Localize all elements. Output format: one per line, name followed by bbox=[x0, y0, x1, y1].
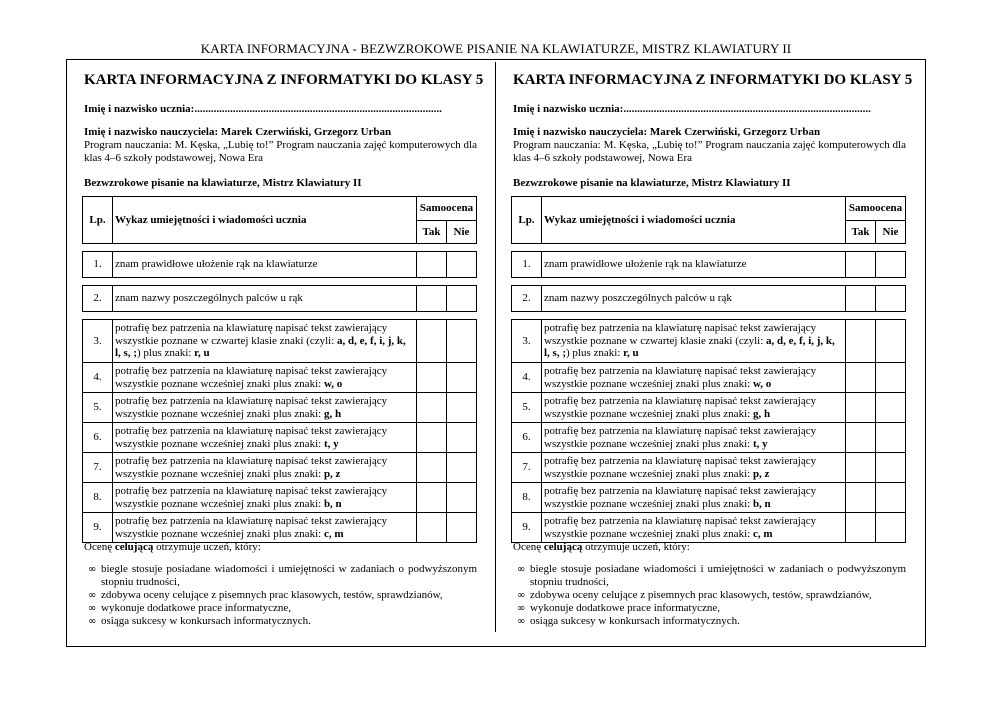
table-spacer bbox=[512, 244, 906, 252]
skill-text bbox=[113, 483, 417, 513]
criterion-text: biegle stosuje posiadane wiadomości i umiejętności w zadaniach o podwyższonym stopniu trudności, bbox=[101, 563, 477, 588]
no-checkbox-cell[interactable] bbox=[447, 423, 477, 453]
no-checkbox-cell[interactable] bbox=[876, 483, 906, 513]
grade-intro bbox=[513, 541, 690, 553]
student-name-dots: .......................................................................................... bbox=[194, 103, 442, 115]
grade-prefix: Ocenę bbox=[513, 541, 544, 553]
page-header: KARTA INFORMACYJNA - BEZWZROKOWE PISANIE NA KLAWIATURZE, MISTRZ KLAWIATURY II bbox=[200, 41, 792, 56]
row-number: 8. bbox=[512, 483, 542, 513]
program-info: Program nauczania: M. Kęska, „Lubię to!” Program nauczania zajęć komputerowych dla klas 4–6 szkoły podstawowej, Nowa Era bbox=[84, 139, 477, 164]
grade-name: celującą bbox=[114, 541, 154, 553]
no-checkbox-cell[interactable] bbox=[447, 286, 477, 312]
table-row bbox=[512, 453, 906, 483]
no-checkbox-cell[interactable] bbox=[876, 286, 906, 312]
row-number: 3. bbox=[512, 320, 542, 363]
teacher-name: Imię i nazwisko nauczyciela: Marek Czerwiński, Grzegorz Urban bbox=[513, 126, 821, 138]
yes-checkbox-cell[interactable] bbox=[417, 252, 447, 278]
criterion-text: biegle stosuje posiadane wiadomości i umiejętności w zadaniach o podwyższonym stopniu trudności, bbox=[530, 563, 906, 588]
header-yes: Tak bbox=[417, 221, 447, 244]
table-row bbox=[512, 423, 906, 453]
header-skills: Wykaz umiejętności i wiadomości ucznia bbox=[113, 197, 417, 244]
skill-text: znam prawidłowe ułożenie rąk na klawiaturze bbox=[113, 252, 417, 278]
table-row bbox=[83, 252, 477, 278]
row-number: 1. bbox=[512, 252, 542, 278]
row-number: 2. bbox=[83, 286, 113, 312]
skill-text-part: potrafię bez patrzenia na klawiaturę napisać tekst zawierający wszystkie poznane wcześniej znaki plus znaki: bbox=[115, 395, 388, 420]
skill-text bbox=[542, 483, 846, 513]
header-self-assessment: Samoocena bbox=[846, 197, 906, 221]
row-number: 2. bbox=[512, 286, 542, 312]
no-checkbox-cell[interactable] bbox=[876, 513, 906, 543]
criterion-text: wykonuje dodatkowe prace informatyczne, bbox=[530, 602, 720, 614]
no-checkbox-cell[interactable] bbox=[447, 453, 477, 483]
yes-checkbox-cell[interactable] bbox=[846, 320, 876, 363]
skill-text bbox=[113, 513, 417, 543]
table-row bbox=[83, 393, 477, 423]
criterion-text: zdobywa oceny celujące z pisemnych prac klasowych, testów, sprawdzianów, bbox=[530, 589, 872, 601]
skill-text-part: potrafię bez patrzenia na klawiaturę napisać tekst zawierający wszystkie poznane wcześniej znaki plus znaki: bbox=[544, 515, 817, 540]
row-number: 9. bbox=[512, 513, 542, 543]
table-row bbox=[83, 513, 477, 543]
table-row bbox=[512, 363, 906, 393]
skill-text bbox=[542, 393, 846, 423]
grade-suffix: otrzymuje uczeń, który: bbox=[582, 541, 690, 553]
criteria-list bbox=[513, 563, 906, 628]
criterion-text: osiąga sukcesy w konkursach informatycznych. bbox=[530, 615, 740, 627]
row-number: 4. bbox=[83, 363, 113, 393]
student-name-field bbox=[513, 103, 871, 116]
header-lp: Lp. bbox=[512, 197, 542, 244]
no-checkbox-cell[interactable] bbox=[876, 393, 906, 423]
skill-text-part: potrafię bez patrzenia na klawiaturę napisać tekst zawierający wszystkie poznane wcześniej znaki plus znaki: bbox=[544, 365, 817, 390]
skill-text-part: potrafię bez patrzenia na klawiaturę napisać tekst zawierający wszystkie poznane wcześniej znaki plus znaki: bbox=[115, 365, 388, 390]
header-yes: Tak bbox=[846, 221, 876, 244]
table-spacer bbox=[512, 312, 906, 320]
no-checkbox-cell[interactable] bbox=[876, 252, 906, 278]
row-number: 6. bbox=[512, 423, 542, 453]
criteria-list bbox=[84, 563, 477, 628]
yes-checkbox-cell[interactable] bbox=[846, 513, 876, 543]
skill-text-part: potrafię bez patrzenia na klawiaturę napisać tekst zawierający wszystkie poznane wcześniej znaki plus znaki: bbox=[115, 515, 388, 540]
row-number: 1. bbox=[83, 252, 113, 278]
yes-checkbox-cell[interactable] bbox=[417, 363, 447, 393]
table-row bbox=[83, 483, 477, 513]
skill-keys: r, u bbox=[194, 347, 210, 360]
no-checkbox-cell[interactable] bbox=[447, 513, 477, 543]
skill-text bbox=[113, 320, 417, 363]
skill-text bbox=[113, 393, 417, 423]
yes-checkbox-cell[interactable] bbox=[417, 320, 447, 363]
skill-text-part: potrafię bez patrzenia na klawiaturę napisać tekst zawierający wszystkie poznane wcześniej znaki plus znaki: bbox=[544, 395, 817, 420]
yes-checkbox-cell[interactable] bbox=[417, 453, 447, 483]
row-number: 5. bbox=[512, 393, 542, 423]
skill-keys: t, y bbox=[323, 437, 339, 450]
skill-text bbox=[113, 423, 417, 453]
criterion-text: osiąga sukcesy w konkursach informatycznych. bbox=[101, 615, 311, 627]
no-checkbox-cell[interactable] bbox=[447, 393, 477, 423]
table-row bbox=[83, 453, 477, 483]
infinity-bullet-icon: ∞ bbox=[88, 603, 97, 614]
yes-checkbox-cell[interactable] bbox=[417, 286, 447, 312]
topic-title: Bezwzrokowe pisanie na klawiaturze, Mistrz Klawiatury II bbox=[513, 177, 791, 189]
infinity-bullet-icon: ∞ bbox=[517, 564, 526, 575]
skill-keys: a, d, e, f, i, j, k, l, s, ; bbox=[115, 334, 406, 360]
student-name-label: Imię i nazwisko ucznia: bbox=[513, 103, 624, 115]
skill-keys: r, u bbox=[623, 347, 639, 360]
list-item bbox=[513, 615, 906, 628]
student-name-field bbox=[84, 103, 442, 116]
skill-keys: b, n bbox=[752, 497, 771, 510]
grade-prefix: Ocenę bbox=[84, 541, 115, 553]
no-checkbox-cell[interactable] bbox=[876, 320, 906, 363]
yes-checkbox-cell[interactable] bbox=[846, 286, 876, 312]
row-number: 7. bbox=[512, 453, 542, 483]
skill-text-part: potrafię bez patrzenia na klawiaturę napisać tekst zawierający wszystkie poznane wcześniej znaki plus znaki: bbox=[544, 455, 817, 480]
grade-intro bbox=[84, 541, 261, 553]
skill-keys: w, o bbox=[752, 377, 772, 390]
skill-text-part: potrafię bez patrzenia na klawiaturę napisać tekst zawierający wszystkie poznane wcześniej znaki plus znaki: bbox=[115, 455, 388, 480]
list-item bbox=[84, 615, 477, 628]
table-row bbox=[512, 483, 906, 513]
skills-table bbox=[511, 196, 906, 543]
table-row bbox=[83, 423, 477, 453]
skill-text bbox=[542, 363, 846, 393]
no-checkbox-cell[interactable] bbox=[447, 483, 477, 513]
table-spacer bbox=[512, 278, 906, 286]
card-title: KARTA INFORMACYJNA Z INFORMATYKI DO KLASY 5 bbox=[84, 72, 484, 88]
program-info: Program nauczania: M. Kęska, „Lubię to!” Program nauczania zajęć komputerowych dla klas 4–6 szkoły podstawowej, Nowa Era bbox=[513, 139, 906, 164]
table-row bbox=[512, 286, 906, 312]
list-item bbox=[84, 563, 477, 589]
topic-title: Bezwzrokowe pisanie na klawiaturze, Mistrz Klawiatury II bbox=[84, 177, 362, 189]
skill-keys: b, n bbox=[323, 497, 342, 510]
table-spacer bbox=[83, 244, 477, 252]
list-item bbox=[513, 602, 906, 615]
infinity-bullet-icon: ∞ bbox=[517, 616, 526, 627]
skill-text-part: ) plus znaki: bbox=[566, 347, 624, 360]
skill-keys: g, h bbox=[752, 407, 771, 420]
header-self-assessment: Samoocena bbox=[417, 197, 477, 221]
skill-text-part: potrafię bez patrzenia na klawiaturę napisać tekst zawierający wszystkie poznane w czwartej klasie znaki (czyli: bbox=[115, 322, 388, 347]
no-checkbox-cell[interactable] bbox=[876, 423, 906, 453]
yes-checkbox-cell[interactable] bbox=[417, 423, 447, 453]
skill-keys: c, m bbox=[752, 527, 773, 540]
grade-suffix: otrzymuje uczeń, który: bbox=[153, 541, 261, 553]
skill-text: znam nazwy poszczególnych palców u rąk bbox=[113, 286, 417, 312]
yes-checkbox-cell[interactable] bbox=[417, 483, 447, 513]
skill-text bbox=[542, 320, 846, 363]
list-item bbox=[513, 563, 906, 589]
row-number: 5. bbox=[83, 393, 113, 423]
table-row bbox=[83, 320, 477, 363]
info-card-left bbox=[84, 60, 484, 627]
skill-text bbox=[542, 453, 846, 483]
infinity-bullet-icon: ∞ bbox=[88, 616, 97, 627]
table-spacer bbox=[83, 278, 477, 286]
no-checkbox-cell[interactable] bbox=[876, 363, 906, 393]
skill-text-part: potrafię bez patrzenia na klawiaturę napisać tekst zawierający wszystkie poznane wcześniej znaki plus znaki: bbox=[544, 485, 817, 510]
no-checkbox-cell[interactable] bbox=[447, 363, 477, 393]
infinity-bullet-icon: ∞ bbox=[88, 590, 97, 601]
skill-text-part: potrafię bez patrzenia na klawiaturę napisać tekst zawierający wszystkie poznane wcześniej znaki plus znaki: bbox=[544, 425, 817, 450]
header-no: Nie bbox=[876, 221, 906, 244]
table-row bbox=[512, 320, 906, 363]
skill-text: znam nazwy poszczególnych palców u rąk bbox=[542, 286, 846, 312]
row-number: 6. bbox=[83, 423, 113, 453]
yes-checkbox-cell[interactable] bbox=[846, 483, 876, 513]
row-number: 9. bbox=[83, 513, 113, 543]
grade-name: celującą bbox=[543, 541, 583, 553]
skill-text: znam prawidłowe ułożenie rąk na klawiaturze bbox=[542, 252, 846, 278]
skill-keys: c, m bbox=[323, 527, 344, 540]
criterion-text: wykonuje dodatkowe prace informatyczne, bbox=[101, 602, 291, 614]
header-no: Nie bbox=[447, 221, 477, 244]
skill-keys: p, z bbox=[752, 467, 770, 480]
row-number: 4. bbox=[512, 363, 542, 393]
list-item bbox=[84, 602, 477, 615]
yes-checkbox-cell[interactable] bbox=[846, 252, 876, 278]
skill-keys: p, z bbox=[323, 467, 341, 480]
teacher-name: Imię i nazwisko nauczyciela: Marek Czerwiński, Grzegorz Urban bbox=[84, 126, 392, 138]
no-checkbox-cell[interactable] bbox=[876, 453, 906, 483]
column-divider bbox=[495, 62, 496, 632]
yes-checkbox-cell[interactable] bbox=[417, 513, 447, 543]
yes-checkbox-cell[interactable] bbox=[846, 423, 876, 453]
yes-checkbox-cell[interactable] bbox=[846, 393, 876, 423]
no-checkbox-cell[interactable] bbox=[447, 320, 477, 363]
skill-text-part: ) plus znaki: bbox=[137, 347, 195, 360]
header-lp: Lp. bbox=[83, 197, 113, 244]
skill-text-part: potrafię bez patrzenia na klawiaturę napisać tekst zawierający wszystkie poznane wcześniej znaki plus znaki: bbox=[115, 425, 388, 450]
list-item bbox=[513, 589, 906, 602]
yes-checkbox-cell[interactable] bbox=[417, 393, 447, 423]
skill-text bbox=[113, 363, 417, 393]
skill-text-part: potrafię bez patrzenia na klawiaturę napisać tekst zawierający wszystkie poznane wcześniej znaki plus znaki: bbox=[115, 485, 388, 510]
skill-keys: t, y bbox=[752, 437, 768, 450]
student-name-label: Imię i nazwisko ucznia: bbox=[84, 103, 195, 115]
info-card-right bbox=[513, 60, 913, 627]
skill-text bbox=[542, 423, 846, 453]
yes-checkbox-cell[interactable] bbox=[846, 453, 876, 483]
infinity-bullet-icon: ∞ bbox=[88, 564, 97, 575]
table-row bbox=[512, 513, 906, 543]
row-number: 7. bbox=[83, 453, 113, 483]
infinity-bullet-icon: ∞ bbox=[517, 590, 526, 601]
skill-keys: g, h bbox=[323, 407, 342, 420]
student-name-dots: .......................................................................................... bbox=[623, 103, 871, 115]
criterion-text: zdobywa oceny celujące z pisemnych prac klasowych, testów, sprawdzianów, bbox=[101, 589, 443, 601]
yes-checkbox-cell[interactable] bbox=[846, 363, 876, 393]
row-number: 3. bbox=[83, 320, 113, 363]
table-spacer bbox=[83, 312, 477, 320]
skills-table bbox=[82, 196, 477, 543]
table-row bbox=[83, 363, 477, 393]
list-item bbox=[84, 589, 477, 602]
table-row bbox=[512, 393, 906, 423]
skill-keys: a, d, e, f, i, j, k, l, s, ; bbox=[544, 334, 835, 360]
card-title: KARTA INFORMACYJNA Z INFORMATYKI DO KLASY 5 bbox=[513, 72, 913, 88]
infinity-bullet-icon: ∞ bbox=[517, 603, 526, 614]
no-checkbox-cell[interactable] bbox=[447, 252, 477, 278]
table-row bbox=[83, 286, 477, 312]
skill-keys: w, o bbox=[323, 377, 343, 390]
skill-text bbox=[113, 453, 417, 483]
skill-text-part: potrafię bez patrzenia na klawiaturę napisać tekst zawierający wszystkie poznane w czwartej klasie znaki (czyli: bbox=[544, 322, 817, 347]
skill-text bbox=[542, 513, 846, 543]
table-row bbox=[512, 252, 906, 278]
row-number: 8. bbox=[83, 483, 113, 513]
header-skills: Wykaz umiejętności i wiadomości ucznia bbox=[542, 197, 846, 244]
